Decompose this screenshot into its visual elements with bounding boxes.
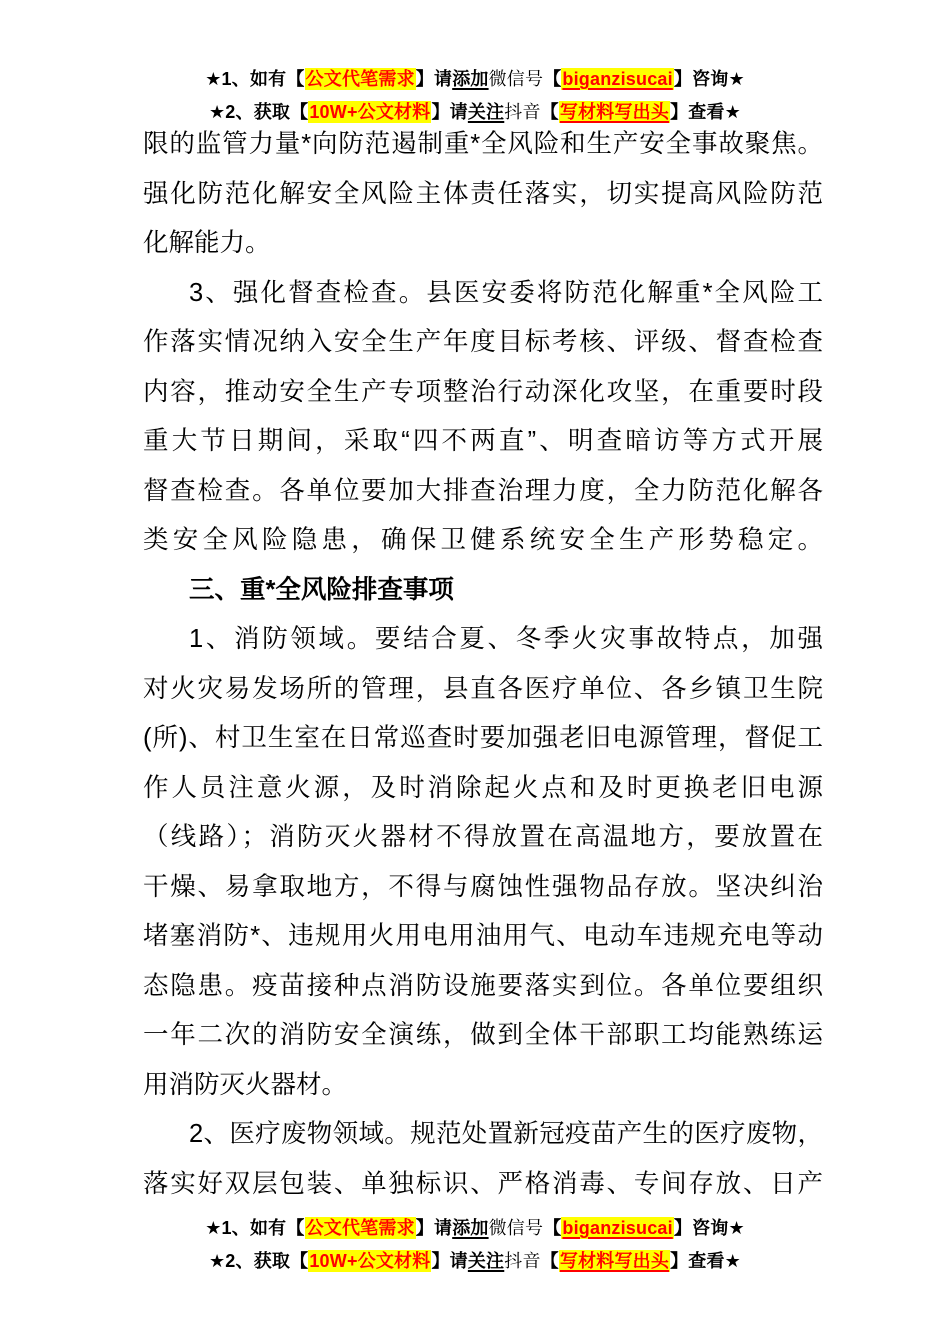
promo-text: 】请 [415, 1218, 453, 1238]
text-line: 类安全风险隐患，确保卫健系统安全生产形势稳定。 [143, 526, 823, 554]
action-follow: 关注 [467, 1251, 505, 1271]
text-line: 用消防灭火器材。 [143, 1070, 348, 1099]
keyword-ghostwriting-service: 公文代笔需求 [305, 1218, 415, 1238]
text-line: 落实好双层包装、单独标识、严格消毒、专间存放、日产 [143, 1169, 823, 1198]
text-line: 化解能力。 [143, 229, 271, 257]
promo-text: 】请 [415, 69, 453, 89]
text-line: 干燥、易拿取地方，不得与腐蚀性强物品存放。坚决纠治 [143, 872, 823, 901]
text-line: 作人员注意火源，及时消除起火点和及时更换老旧电源 [143, 773, 823, 802]
action-add: 添加 [452, 69, 489, 89]
promo-footer [0, 1212, 950, 1278]
promo-text: 【 [543, 69, 562, 89]
paragraph [143, 120, 823, 269]
douyin-account-name: 写材料写出头 [559, 102, 670, 122]
text-line: 强化防范化解安全风险主体责任落实，切实提高风险防范 [143, 179, 823, 208]
promo-text: ★1、如有【 [205, 69, 305, 89]
text-line: 堵塞消防*、违规用火用电用油用气、电动车违规充电等动 [143, 922, 823, 950]
promo-text: 】请 [431, 102, 468, 122]
paragraph [143, 269, 823, 566]
promo-text: 】查看★ [670, 1251, 742, 1271]
promo-text: 】请 [431, 1251, 468, 1271]
promo-text: 】咨询★ [673, 1218, 745, 1238]
text-line: 3、强化督查检查。县医安委将防范化解重*全风险工 [189, 278, 823, 307]
keyword-document-materials: 10W+公文材料 [309, 102, 431, 122]
keyword-ghostwriting-service: 公文代笔需求 [305, 69, 415, 89]
text-line: （线路）；消防灭火器材不得放置在高温地方，要放置在 [143, 823, 823, 851]
section-heading [143, 566, 823, 616]
paragraph [143, 1110, 823, 1209]
text-line: 对火灾易发场所的管理，县直各医疗单位、各乡镇卫生院 [143, 674, 823, 703]
wechat-id: biganzisucai [562, 1218, 673, 1238]
text-line: 作落实情况纳入安全生产年度目标考核、评级、督查检查 [143, 328, 823, 356]
keyword-document-materials: 10W+公文材料 [309, 1251, 431, 1271]
promo-text: ★1、如有【 [205, 1218, 305, 1238]
promo-footer-line-1 [0, 1212, 950, 1245]
text-line: 态隐患。疫苗接种点消防设施要落实到位。各单位要组织 [143, 971, 823, 1000]
document-body [143, 120, 823, 1209]
paragraph [143, 615, 823, 1110]
promo-header-line-1 [0, 63, 950, 96]
douyin-account-name: 写材料写出头 [559, 1251, 670, 1271]
text-line: 限的监管力量*向防范遏制重*全风险和生产安全事故聚焦。 [143, 130, 823, 158]
text-line: 一年二次的消防安全演练，做到全体干部职工均能熟练运 [143, 1021, 823, 1049]
promo-text: ★2、获取【 [208, 1251, 309, 1271]
promo-text: 【 [540, 102, 559, 122]
action-follow: 关注 [467, 102, 505, 122]
text-line: 重大节日期间，采取“四不两直”、明查暗访等方式开展 [143, 427, 823, 455]
promo-text: ★2、获取【 [208, 102, 309, 122]
promo-text: 【 [543, 1218, 562, 1238]
text-line: 2、医疗废物领域。规范处置新冠疫苗产生的医疗废物， [189, 1120, 823, 1148]
promo-text: 】查看★ [670, 102, 742, 122]
action-add: 添加 [452, 1218, 489, 1238]
promo-text: 抖音 [504, 1251, 541, 1271]
heading-line: 三、重*全风险排查事项 [189, 575, 454, 604]
text-line: 内容，推动安全生产专项整治行动深化攻坚，在重要时段 [143, 377, 823, 406]
promo-text: 微信号 [488, 1218, 544, 1238]
promo-text: 微信号 [488, 69, 544, 89]
promo-text: 抖音 [504, 102, 541, 122]
wechat-id: biganzisucai [562, 69, 673, 89]
promo-footer-line-2 [0, 1245, 950, 1278]
text-line: 督查检查。各单位要加大排查治理力度，全力防范化解各 [143, 476, 823, 505]
text-line: 1、消防领域。要结合夏、冬季火灾事故特点，加强 [189, 625, 823, 653]
promo-text: 】咨询★ [673, 69, 745, 89]
promo-text: 【 [540, 1251, 559, 1271]
text-line: (所)、村卫生室在日常巡查时要加强老旧电源管理，督促工 [143, 724, 823, 752]
